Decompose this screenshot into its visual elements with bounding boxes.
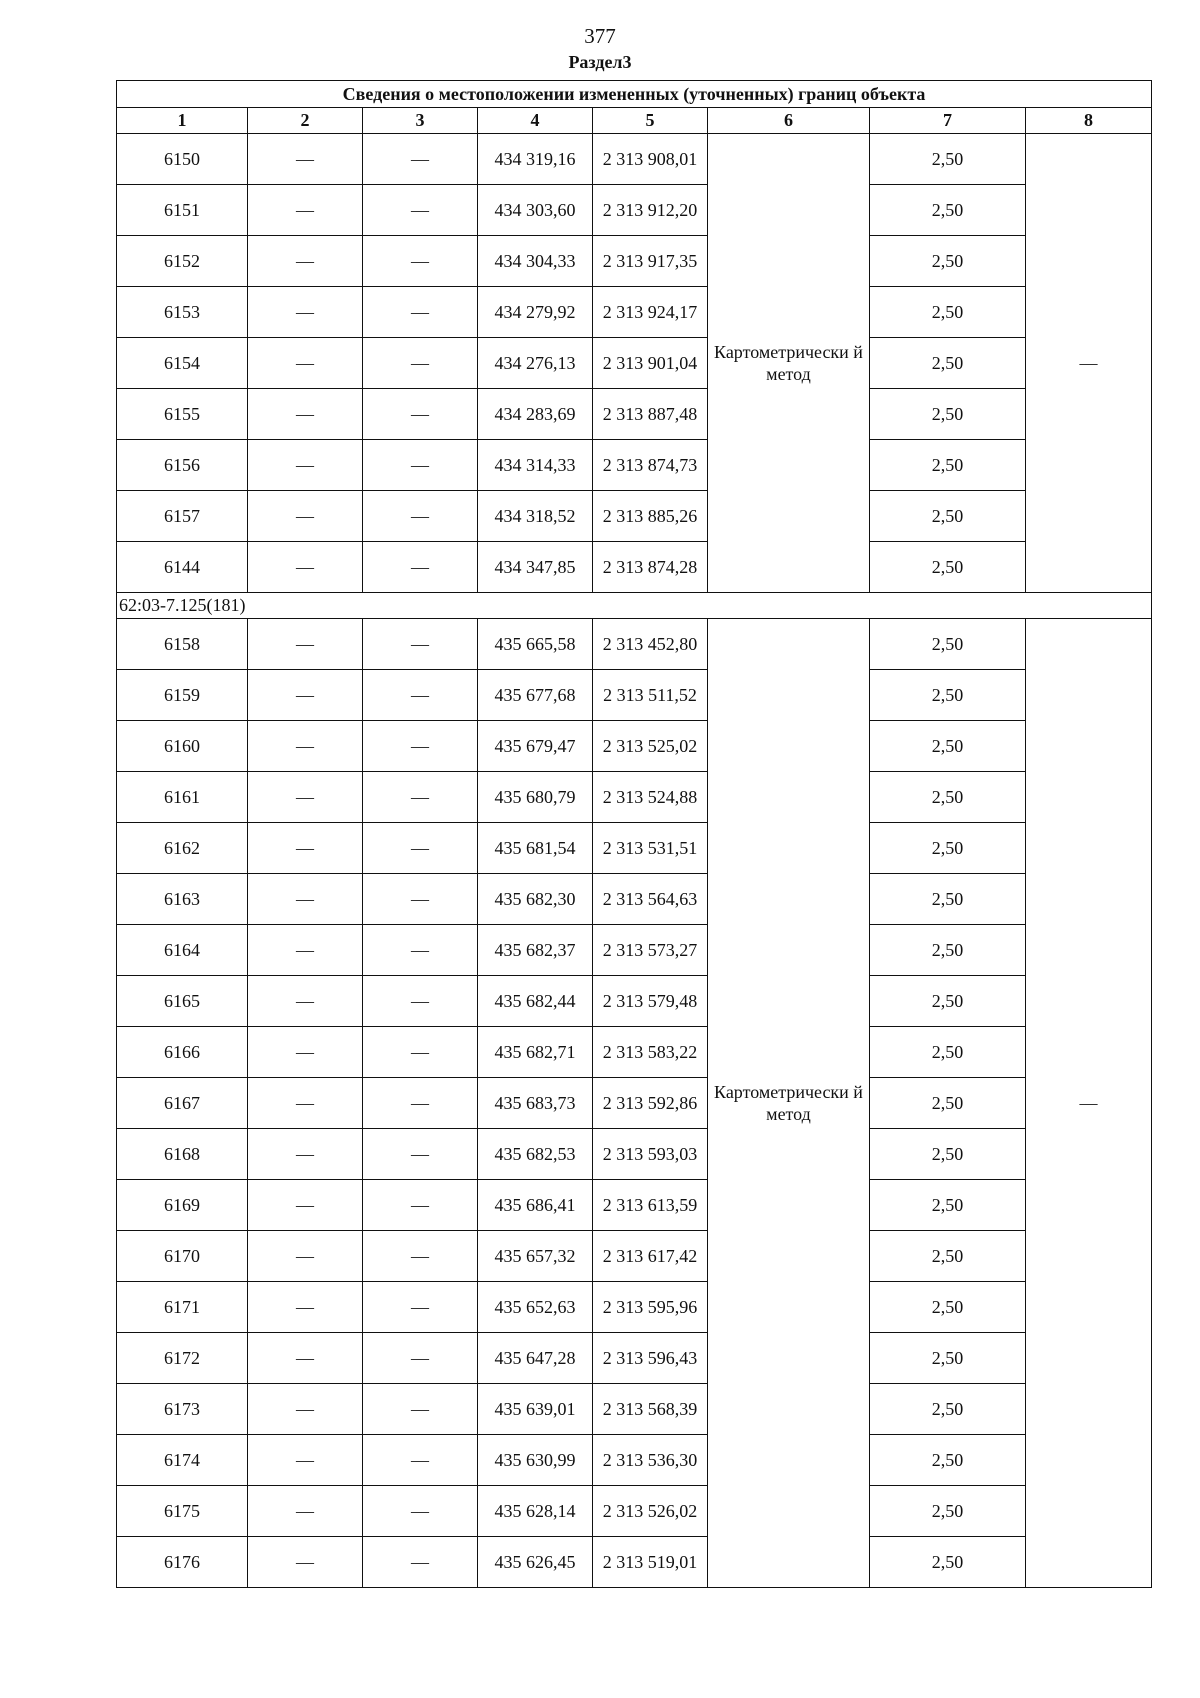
x-coordinate-cell: 434 319,16 xyxy=(478,134,593,185)
point-number-cell: 6152 xyxy=(117,236,248,287)
y-coordinate-cell: 2 313 593,03 xyxy=(593,1129,708,1180)
accuracy-cell: 2,50 xyxy=(870,925,1026,976)
point-number-cell: 6160 xyxy=(117,721,248,772)
column-2-cell: — xyxy=(248,236,363,287)
column-3-cell: — xyxy=(363,1486,478,1537)
y-coordinate-cell: 2 313 564,63 xyxy=(593,874,708,925)
column-2-cell: — xyxy=(248,338,363,389)
column-3-cell: — xyxy=(363,236,478,287)
column-2-cell: — xyxy=(248,542,363,593)
column-2-cell: — xyxy=(248,134,363,185)
accuracy-cell: 2,50 xyxy=(870,619,1026,670)
x-coordinate-cell: 435 681,54 xyxy=(478,823,593,874)
table-row xyxy=(117,1486,1152,1537)
column-3-cell: — xyxy=(363,619,478,670)
y-coordinate-cell: 2 313 887,48 xyxy=(593,389,708,440)
point-number-cell: 6153 xyxy=(117,287,248,338)
point-number-cell: 6174 xyxy=(117,1435,248,1486)
table-row xyxy=(117,1231,1152,1282)
column-3-cell: — xyxy=(363,823,478,874)
table-row xyxy=(117,823,1152,874)
column-2-cell: — xyxy=(248,1180,363,1231)
point-number-cell: 6155 xyxy=(117,389,248,440)
accuracy-cell: 2,50 xyxy=(870,1384,1026,1435)
table-row xyxy=(117,1384,1152,1435)
accuracy-cell: 2,50 xyxy=(870,185,1026,236)
accuracy-cell: 2,50 xyxy=(870,1180,1026,1231)
accuracy-cell: 2,50 xyxy=(870,721,1026,772)
method-cell: Картометрически й метод xyxy=(708,134,870,593)
column-2-cell: — xyxy=(248,619,363,670)
x-coordinate-cell: 434 303,60 xyxy=(478,185,593,236)
column-header-5: 5 xyxy=(593,108,708,134)
column-header-3: 3 xyxy=(363,108,478,134)
table-row xyxy=(117,721,1152,772)
point-number-cell: 6158 xyxy=(117,619,248,670)
y-coordinate-cell: 2 313 568,39 xyxy=(593,1384,708,1435)
y-coordinate-cell: 2 313 592,86 xyxy=(593,1078,708,1129)
accuracy-cell: 2,50 xyxy=(870,1231,1026,1282)
column-3-cell: — xyxy=(363,670,478,721)
column-2-cell: — xyxy=(248,1078,363,1129)
x-coordinate-cell: 435 682,53 xyxy=(478,1129,593,1180)
table-row xyxy=(117,1537,1152,1588)
table-row xyxy=(117,1027,1152,1078)
point-number-cell: 6162 xyxy=(117,823,248,874)
table-row xyxy=(117,1435,1152,1486)
section-title: Раздел3 xyxy=(568,52,632,72)
point-number-cell: 6144 xyxy=(117,542,248,593)
column-2-cell: — xyxy=(248,874,363,925)
x-coordinate-cell: 435 682,30 xyxy=(478,874,593,925)
column-3-cell: — xyxy=(363,542,478,593)
page-number: 377 xyxy=(584,24,616,48)
column-2-cell: — xyxy=(248,772,363,823)
column-3-cell: — xyxy=(363,1231,478,1282)
y-coordinate-cell: 2 313 617,42 xyxy=(593,1231,708,1282)
x-coordinate-cell: 435 677,68 xyxy=(478,670,593,721)
table-row xyxy=(117,1282,1152,1333)
column-header-1: 1 xyxy=(117,108,248,134)
column-2-cell: — xyxy=(248,1384,363,1435)
y-coordinate-cell: 2 313 874,28 xyxy=(593,542,708,593)
x-coordinate-cell: 435 657,32 xyxy=(478,1231,593,1282)
column-2-cell: — xyxy=(248,1231,363,1282)
table-row xyxy=(117,976,1152,1027)
point-number-cell: 6167 xyxy=(117,1078,248,1129)
column-3-cell: — xyxy=(363,1384,478,1435)
column-3-cell: — xyxy=(363,925,478,976)
column-2-cell: — xyxy=(248,1129,363,1180)
point-number-cell: 6173 xyxy=(117,1384,248,1435)
accuracy-cell: 2,50 xyxy=(870,1129,1026,1180)
accuracy-cell: 2,50 xyxy=(870,823,1026,874)
x-coordinate-cell: 435 626,45 xyxy=(478,1537,593,1588)
table-row xyxy=(117,1333,1152,1384)
x-coordinate-cell: 435 665,58 xyxy=(478,619,593,670)
column-2-cell: — xyxy=(248,925,363,976)
accuracy-cell: 2,50 xyxy=(870,287,1026,338)
y-coordinate-cell: 2 313 573,27 xyxy=(593,925,708,976)
column-3-cell: — xyxy=(363,1180,478,1231)
point-number-cell: 6172 xyxy=(117,1333,248,1384)
column-3-cell: — xyxy=(363,134,478,185)
table-row xyxy=(117,185,1152,236)
point-number-cell: 6164 xyxy=(117,925,248,976)
x-coordinate-cell: 434 279,92 xyxy=(478,287,593,338)
x-coordinate-cell: 434 347,85 xyxy=(478,542,593,593)
column-2-cell: — xyxy=(248,1435,363,1486)
y-coordinate-cell: 2 313 885,26 xyxy=(593,491,708,542)
table-row xyxy=(117,338,1152,389)
column-3-cell: — xyxy=(363,1027,478,1078)
column-2-cell: — xyxy=(248,1486,363,1537)
column-2-cell: — xyxy=(248,823,363,874)
column-3-cell: — xyxy=(363,185,478,236)
point-number-cell: 6161 xyxy=(117,772,248,823)
column-header-8: 8 xyxy=(1026,108,1152,134)
column-2-cell: — xyxy=(248,1027,363,1078)
point-number-cell: 6151 xyxy=(117,185,248,236)
column-3-cell: — xyxy=(363,1129,478,1180)
point-number-cell: 6157 xyxy=(117,491,248,542)
coordinates-table xyxy=(116,80,1152,1588)
x-coordinate-cell: 434 283,69 xyxy=(478,389,593,440)
column-2-cell: — xyxy=(248,976,363,1027)
point-number-cell: 6168 xyxy=(117,1129,248,1180)
y-coordinate-cell: 2 313 531,51 xyxy=(593,823,708,874)
column-3-cell: — xyxy=(363,389,478,440)
table-caption-row xyxy=(117,81,1152,108)
point-number-cell: 6169 xyxy=(117,1180,248,1231)
point-number-cell: 6175 xyxy=(117,1486,248,1537)
point-number-cell: 6170 xyxy=(117,1231,248,1282)
column-2-cell: — xyxy=(248,287,363,338)
column-2-cell: — xyxy=(248,1333,363,1384)
x-coordinate-cell: 435 682,37 xyxy=(478,925,593,976)
column-3-cell: — xyxy=(363,338,478,389)
accuracy-cell: 2,50 xyxy=(870,1537,1026,1588)
point-number-cell: 6176 xyxy=(117,1537,248,1588)
column-3-cell: — xyxy=(363,1078,478,1129)
column-3-cell: — xyxy=(363,440,478,491)
accuracy-cell: 2,50 xyxy=(870,1486,1026,1537)
x-coordinate-cell: 435 679,47 xyxy=(478,721,593,772)
accuracy-cell: 2,50 xyxy=(870,440,1026,491)
column-3-cell: — xyxy=(363,1435,478,1486)
x-coordinate-cell: 435 628,14 xyxy=(478,1486,593,1537)
column-2-cell: — xyxy=(248,440,363,491)
table-row xyxy=(117,670,1152,721)
y-coordinate-cell: 2 313 583,22 xyxy=(593,1027,708,1078)
table-row xyxy=(117,1078,1152,1129)
y-coordinate-cell: 2 313 596,43 xyxy=(593,1333,708,1384)
accuracy-cell: 2,50 xyxy=(870,1027,1026,1078)
method-cell: Картометрически й метод xyxy=(708,619,870,1588)
accuracy-cell: 2,50 xyxy=(870,1078,1026,1129)
column-2-cell: — xyxy=(248,1537,363,1588)
table-body xyxy=(117,134,1152,1588)
y-coordinate-cell: 2 313 524,88 xyxy=(593,772,708,823)
column-2-cell: — xyxy=(248,1282,363,1333)
y-coordinate-cell: 2 313 511,52 xyxy=(593,670,708,721)
accuracy-cell: 2,50 xyxy=(870,874,1026,925)
group-label-row xyxy=(117,593,1152,619)
accuracy-cell: 2,50 xyxy=(870,134,1026,185)
x-coordinate-cell: 435 647,28 xyxy=(478,1333,593,1384)
point-number-cell: 6159 xyxy=(117,670,248,721)
point-number-cell: 6166 xyxy=(117,1027,248,1078)
column-header-4: 4 xyxy=(478,108,593,134)
table-row xyxy=(117,134,1152,185)
table-row xyxy=(117,1180,1152,1231)
column-header-7: 7 xyxy=(870,108,1026,134)
column-2-cell: — xyxy=(248,389,363,440)
column-8-cell: — xyxy=(1026,619,1152,1588)
column-3-cell: — xyxy=(363,874,478,925)
column-3-cell: — xyxy=(363,1333,478,1384)
point-number-cell: 6163 xyxy=(117,874,248,925)
x-coordinate-cell: 435 686,41 xyxy=(478,1180,593,1231)
table-row xyxy=(117,389,1152,440)
column-8-cell: — xyxy=(1026,134,1152,593)
x-coordinate-cell: 435 652,63 xyxy=(478,1282,593,1333)
accuracy-cell: 2,50 xyxy=(870,772,1026,823)
x-coordinate-cell: 435 682,44 xyxy=(478,976,593,1027)
x-coordinate-cell: 434 304,33 xyxy=(478,236,593,287)
y-coordinate-cell: 2 313 536,30 xyxy=(593,1435,708,1486)
y-coordinate-cell: 2 313 526,02 xyxy=(593,1486,708,1537)
x-coordinate-cell: 434 318,52 xyxy=(478,491,593,542)
accuracy-cell: 2,50 xyxy=(870,491,1026,542)
column-header-2: 2 xyxy=(248,108,363,134)
table-row xyxy=(117,287,1152,338)
group-label: 62:03-7.125(181) xyxy=(117,593,1152,619)
y-coordinate-cell: 2 313 924,17 xyxy=(593,287,708,338)
point-number-cell: 6171 xyxy=(117,1282,248,1333)
table-row xyxy=(117,772,1152,823)
accuracy-cell: 2,50 xyxy=(870,670,1026,721)
y-coordinate-cell: 2 313 613,59 xyxy=(593,1180,708,1231)
table-row xyxy=(117,542,1152,593)
table-header-row xyxy=(117,108,1152,134)
y-coordinate-cell: 2 313 908,01 xyxy=(593,134,708,185)
column-3-cell: — xyxy=(363,491,478,542)
column-header-6: 6 xyxy=(708,108,870,134)
column-3-cell: — xyxy=(363,1282,478,1333)
y-coordinate-cell: 2 313 912,20 xyxy=(593,185,708,236)
y-coordinate-cell: 2 313 579,48 xyxy=(593,976,708,1027)
column-2-cell: — xyxy=(248,185,363,236)
column-2-cell: — xyxy=(248,491,363,542)
x-coordinate-cell: 435 682,71 xyxy=(478,1027,593,1078)
point-number-cell: 6156 xyxy=(117,440,248,491)
x-coordinate-cell: 434 276,13 xyxy=(478,338,593,389)
column-3-cell: — xyxy=(363,772,478,823)
x-coordinate-cell: 434 314,33 xyxy=(478,440,593,491)
column-3-cell: — xyxy=(363,721,478,772)
accuracy-cell: 2,50 xyxy=(870,1282,1026,1333)
y-coordinate-cell: 2 313 519,01 xyxy=(593,1537,708,1588)
point-number-cell: 6150 xyxy=(117,134,248,185)
y-coordinate-cell: 2 313 901,04 xyxy=(593,338,708,389)
accuracy-cell: 2,50 xyxy=(870,236,1026,287)
table-caption: Сведения о местоположении измененных (уточненных) границ объекта xyxy=(117,81,1152,108)
table-row xyxy=(117,925,1152,976)
accuracy-cell: 2,50 xyxy=(870,976,1026,1027)
table-row xyxy=(117,440,1152,491)
table-row xyxy=(117,236,1152,287)
accuracy-cell: 2,50 xyxy=(870,1435,1026,1486)
point-number-cell: 6165 xyxy=(117,976,248,1027)
x-coordinate-cell: 435 630,99 xyxy=(478,1435,593,1486)
accuracy-cell: 2,50 xyxy=(870,542,1026,593)
column-2-cell: — xyxy=(248,670,363,721)
column-3-cell: — xyxy=(363,976,478,1027)
table-row xyxy=(117,619,1152,670)
x-coordinate-cell: 435 680,79 xyxy=(478,772,593,823)
x-coordinate-cell: 435 639,01 xyxy=(478,1384,593,1435)
point-number-cell: 6154 xyxy=(117,338,248,389)
table-row xyxy=(117,491,1152,542)
accuracy-cell: 2,50 xyxy=(870,338,1026,389)
column-2-cell: — xyxy=(248,721,363,772)
accuracy-cell: 2,50 xyxy=(870,389,1026,440)
column-3-cell: — xyxy=(363,287,478,338)
y-coordinate-cell: 2 313 595,96 xyxy=(593,1282,708,1333)
table-row xyxy=(117,1129,1152,1180)
table-row xyxy=(117,874,1152,925)
y-coordinate-cell: 2 313 452,80 xyxy=(593,619,708,670)
y-coordinate-cell: 2 313 874,73 xyxy=(593,440,708,491)
x-coordinate-cell: 435 683,73 xyxy=(478,1078,593,1129)
y-coordinate-cell: 2 313 525,02 xyxy=(593,721,708,772)
accuracy-cell: 2,50 xyxy=(870,1333,1026,1384)
column-3-cell: — xyxy=(363,1537,478,1588)
y-coordinate-cell: 2 313 917,35 xyxy=(593,236,708,287)
